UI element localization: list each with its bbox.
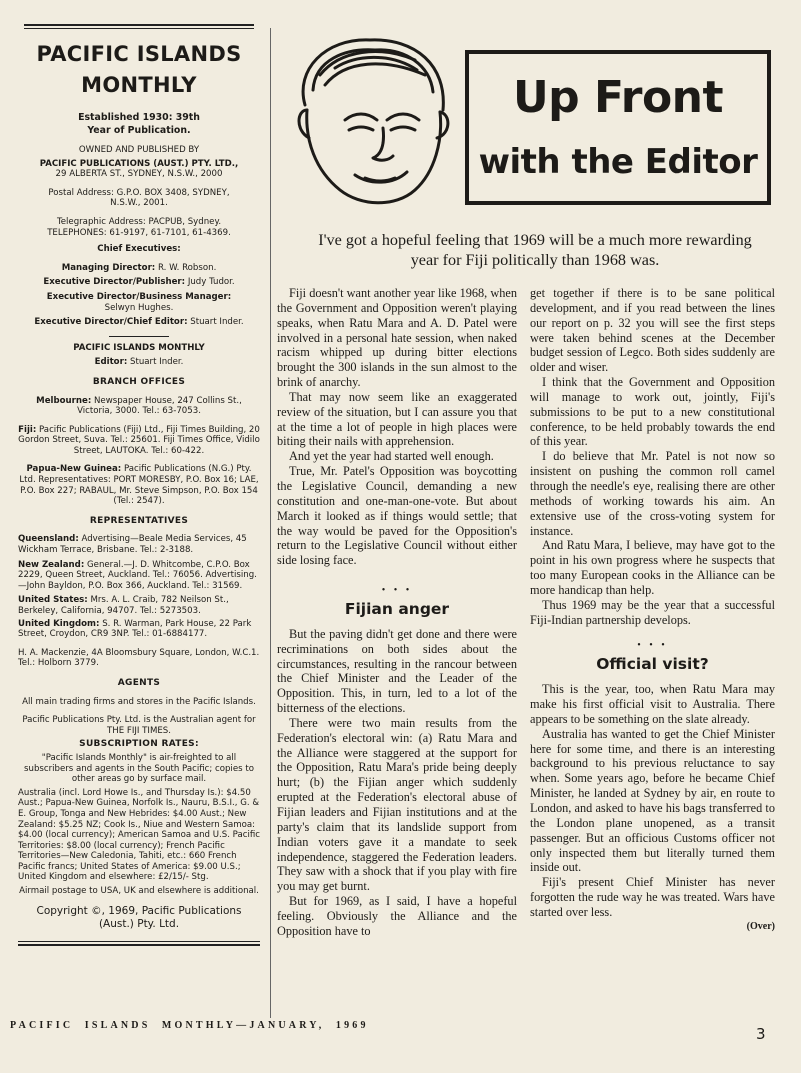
postal-line-2: N.S.W., 2001. <box>110 198 168 209</box>
column-divider <box>270 28 271 1018</box>
masthead <box>18 24 260 1024</box>
title-line-1: PACIFIC ISLANDS <box>36 42 242 66</box>
rep-label: New Zealand: <box>18 559 85 570</box>
branch-fiji <box>18 425 260 457</box>
rep-united-kingdom-2: H. A. Mackenzie, 4A Bloomsbury Square, London, W.C.1. Tel.: Holborn 3779. <box>18 647 260 669</box>
exec-name: Stuart Inder. <box>190 317 244 328</box>
rep-label: United Kingdom: <box>18 618 100 629</box>
paragraph: And Ratu Mara, I believe, may have got to the point in his own progress where he suspects that too many European cooks in the Alliance can be more handicap than help. <box>530 538 775 597</box>
rep-text: General.—J. D. Whitcombe, C.P.O. Box 2229, Queen Street, Auckland. Tel.: 76056. Advertising.—John Bayldon, P.O. Box 366, Auckland. Tel.: 31569. <box>18 559 257 591</box>
headline-box <box>465 50 771 205</box>
rep-text: S. R. Warman, Park House, 22 Park Street, Croydon, CR9 3NP. Tel.: 01-6884177. <box>18 618 252 640</box>
established <box>18 111 260 137</box>
paragraph: But for 1969, as I said, I have a hopeful feeling. Obviously the Alliance and the Opposition have to <box>277 894 517 938</box>
editor-line <box>18 357 260 368</box>
headline-line-2: with the Editor <box>478 142 758 182</box>
subheading-fijian-anger: Fijian anger <box>344 600 450 619</box>
postal-address <box>18 188 260 209</box>
editor-role: Editor: <box>94 357 128 368</box>
rep-united-kingdom <box>18 619 260 640</box>
branch-text: Pacific Publications (N.G.) Pty. Ltd. Representatives: PORT MORESBY, P.O. Box 16; LAE, P.O. Box 227; RABAUL, Mr. Steve Simpson, P.O. Box 154 (Tel.: 2547). <box>19 464 259 507</box>
rep-text: Mrs. A. L. Craib, 782 Neilson St., Berkeley, California, 94707. Tel.: 5273503. <box>18 595 229 616</box>
exec-role: Executive Director/Business Manager: <box>46 291 232 302</box>
exec-publisher <box>18 277 260 288</box>
established-line-2: Year of Publication. <box>87 125 191 136</box>
chief-executives-heading: Chief Executives: <box>97 244 181 255</box>
rep-label: Queensland: <box>18 534 79 545</box>
subscription-heading: SUBSCRIPTION RATES: <box>79 739 199 750</box>
exec-chief-editor <box>18 317 260 328</box>
exec-name: Judy Tudor. <box>187 277 235 288</box>
editor-name: Stuart Inder. <box>130 357 184 368</box>
paragraph: This is the year, too, when Ratu Mara may make his first official visit to Australia. There appears to be something on the slate already. <box>530 682 775 726</box>
subscription-note: "Pacific Islands Monthly" is air-freighted to all subscribers and agents in the South Pacific; copies to other areas go by surface mail. <box>24 752 254 785</box>
paragraph: True, Mr. Patel's Opposition was boycotting the Legislative Council, demanding a new constitution and one-man-one-vote. But about March it looked as if things would settle; that the way would be paved for the Opposition's return to the Legislative Council without either side losing face. <box>277 464 517 568</box>
masthead-bottom-rule <box>18 941 260 946</box>
branch-label: Fiji: <box>18 424 37 435</box>
paragraph: That may now seem like an exaggerated review of the situation, but I can assure you that at the time a lot of people in high places were biting their nails with apprehension. <box>277 389 517 449</box>
masthead-divider <box>109 336 169 337</box>
section-ornament: • • • <box>637 640 668 652</box>
paragraph: get together if there is to be sane political development, and if you read between the lines our report on p. 32 you will see the first steps were taken behind scenes at the December budget session of Legco. Both sides suddenly are older and wiser. <box>530 286 775 375</box>
branch-label: Papua-New Guinea: <box>26 464 122 475</box>
paragraph: Australia has wanted to get the Chief Minister here for some time, and there is an interesting background to his previous reluctance to say when. Some years ago, before he became Chief Minister, he landed at Sydney by air, en route to London, and asked to have his bags transferred to the London plane unopened, as a transit passenger. But an officious Customs officer not only inspected them but literally turned them inside out. <box>530 726 775 875</box>
exec-role: Managing Director: <box>61 262 156 273</box>
subheading-official-visit: Official visit? <box>596 655 709 674</box>
branch-melbourne <box>18 396 260 417</box>
headline-line-1: Up Front <box>512 72 724 123</box>
masthead-title <box>18 39 260 101</box>
paragraph: And yet the year had started well enough. <box>289 449 494 464</box>
paragraph: I think that the Government and Opposition will manage to work out, jointly, Fiji's submissions to be put to a new constitutional conference, to be held probably towards the end of this year. <box>530 375 775 449</box>
agents-line-1: All main trading firms and stores in the Pacific Islands. <box>22 696 256 707</box>
continued-over: (Over) <box>746 920 775 932</box>
agents-heading: AGENTS <box>117 677 161 688</box>
article-deck: I've got a hopeful feeling that 1969 will be a much more rewarding year for Fiji politically than 1968 was. <box>318 231 752 269</box>
owned-by: OWNED AND PUBLISHED BY <box>78 145 200 155</box>
publisher: PACIFIC PUBLICATIONS (AUST.) PTY. LTD., <box>39 158 239 169</box>
exec-role: Executive Director/Publisher: <box>43 277 186 288</box>
branch-png <box>18 464 260 506</box>
agents-line-2: Pacific Publications Pty. Ltd. is the Australian agent for THE FIJI TIMES. <box>22 715 256 736</box>
paragraph: But the paving didn't get done and there were recriminations on both sides about the circumstances, resulting in the rancour between the Chief Minister and the Leader of the Opposition. This, in turn, led to a lot of the bitterness of the elections. <box>277 626 517 716</box>
section-ornament: • • • <box>381 585 413 597</box>
exec-managing-director <box>18 263 260 274</box>
established-line-1: Established 1930: 39th <box>78 112 200 123</box>
postal-line-1: Postal Address: G.P.O. BOX 3408, SYDNEY, <box>48 187 230 198</box>
paragraph: There were two main results from the Federation's electoral win: (a) Ratu Mara and the Alliance were staggered at the support for the Opposition, Ratu Mara's pride being deeply hurt; (b) the Fijian anger which suddenly erupted at the Federation's electoral abuse of Fijian leaders and Fijian institutions and at the party's claim that its landslide support from Indian voters gave it a mandate to seek independence, staggered the Federation leaders. They saw with a shock that if you play with fire you may get burnt. <box>277 715 517 894</box>
branch-offices-heading: BRANCH OFFICES <box>92 376 186 387</box>
running-footer: PACIFIC ISLANDS MONTHLY—JANUARY, 1969 <box>10 1020 369 1031</box>
article-column-1 <box>277 286 517 939</box>
paragraph: Fiji's present Chief Minister has never forgotten the rude way he was treated. Wars have started over less. <box>530 875 775 919</box>
page-number: 3 <box>756 1025 766 1043</box>
article-column-2 <box>530 286 775 935</box>
representatives-heading: REPRESENTATIVES <box>89 515 189 526</box>
rep-united-states <box>18 595 260 616</box>
exec-name: Selwyn Hughes. <box>104 302 174 313</box>
exec-name: R. W. Robson. <box>157 262 217 273</box>
telegraphic-address: Telegraphic Address: PACPUB, Sydney. <box>56 216 222 227</box>
paragraph: I do believe that Mr. Patel is not now so insistent on pushing the common roll camel through the needle's eye, realising there are other methods of working towards his aim. An extensive use of the cross-voting system for instance. <box>530 449 775 538</box>
paragraph: Thus 1969 may be the year that a successful Fiji-Indian partnership develops. <box>530 597 775 627</box>
rep-queensland <box>18 534 260 555</box>
branch-text: Pacific Publications (Fiji) Ltd., Fiji Times Building, 20 Gordon Street, Suva. Tel.: 25601. Fiji Times Office, Vidilo Street, LAUTOKA. Tel.: 60-422. <box>18 424 260 456</box>
exec-role: Executive Director/Chief Editor: <box>34 317 188 328</box>
branch-label: Melbourne: <box>36 395 92 406</box>
exec-business-manager <box>18 292 260 313</box>
masthead-top-rule <box>24 24 254 29</box>
publisher-address: 29 ALBERTA ST., SYDNEY, N.S.W., 2000 <box>55 169 223 180</box>
rep-new-zealand <box>18 560 260 592</box>
telephones: TELEPHONES: 61-9197, 61-7101, 61-4369. <box>47 227 231 238</box>
rep-label: United States: <box>18 595 88 606</box>
branch-text: Newspaper House, 247 Collins St., Victoria, 3000. Tel.: 63-7053. <box>77 395 242 417</box>
editor-caricature <box>285 30 460 220</box>
pim-heading: PACIFIC ISLANDS MONTHLY <box>73 342 205 353</box>
rep-text: Advertising—Beale Media Services, 45 Wickham Terrace, Brisbane. Tel.: 2-3188. <box>18 534 247 556</box>
copyright: Copyright ©, 1969, Pacific Publications (Aust.) Pty. Ltd. <box>36 904 242 930</box>
paragraph: Fiji doesn't want another year like 1968, when the Government and Opposition weren't playing speaks, when Ratu Mara and A. D. Patel were involved in a personal hate session, when naked racism whipped up during bitter elections brought the 300 islands in the sun almost to the brink of anarchy. <box>277 286 517 390</box>
title-line-2: MONTHLY <box>81 73 197 97</box>
subscription-rates: Australia (incl. Lord Howe Is., and Thursday Is.): $4.50 Aust.; Papua-New Guinea, Norfolk Is., Nauru, B.S.I., G. & E. Group, Tonga and New Hebrides: $4.00 Aust.; New Zealand: $5.25 NZ; Cook Is., Niue and Western Samoa: $4.00 (local currency); American Samoa and U.S. Pacific Territories: $8.00 (local currency); French Pacific Territories—New Caledonia, Tahiti, etc.: 660 French Pacific francs; United States of America: $9.00 U.S.; United Kingdom and elsewhere: £2/15/- Stg. <box>18 787 260 883</box>
airmail-note: Airmail postage to USA, UK and elsewhere is additional. <box>19 886 259 897</box>
